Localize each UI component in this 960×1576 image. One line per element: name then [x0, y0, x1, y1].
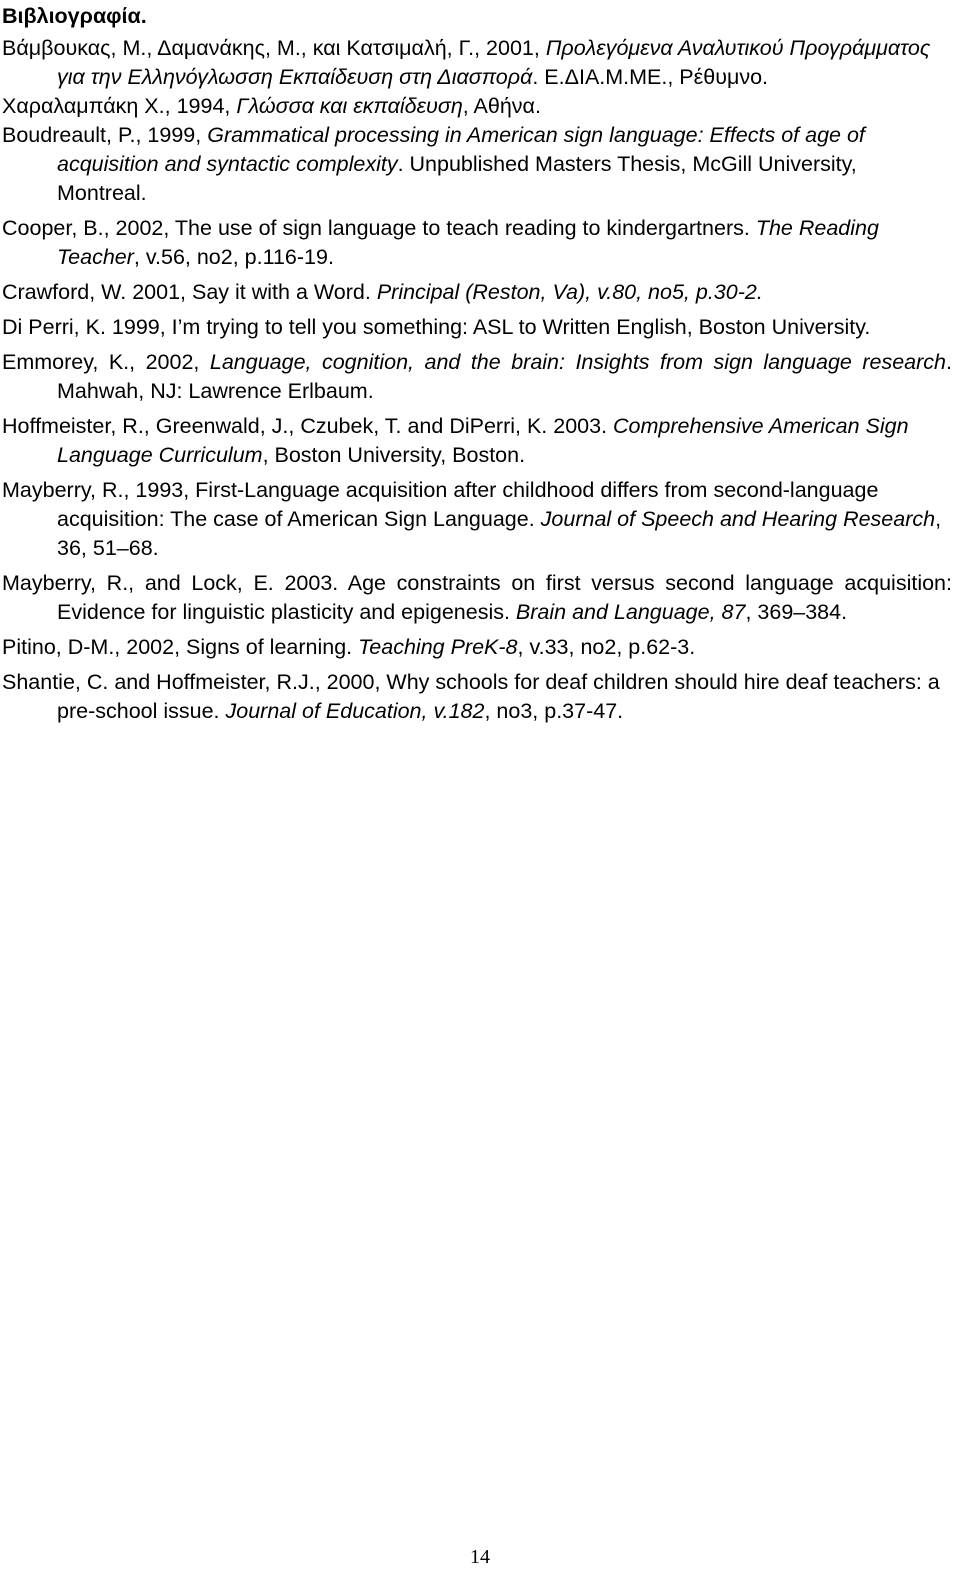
reference-cooper-2002: Cooper, B., 2002, The use of sign language to teach reading to kindergartners. The Reading Teacher, v.56, no2, p.116-19.: [2, 216, 879, 269]
reference-diperri-1999: Di Perri, K. 1999, I’m trying to tell you something: ASL to Written English, Boston University.: [2, 315, 871, 339]
reference-mayberry-1993: Mayberry, R., 1993, First-Language acquisition after childhood differs from second-language acquisition: The case of American Sign Language. Journal of Speech and Hearing Research, 36, 51–68.: [2, 478, 942, 560]
reference-hoffmeister-2003: Hoffmeister, R., Greenwald, J., Czubek, T. and DiPerri, K. 2003. Comprehensive American Sign Language Curriculum, Boston University, Boston.: [2, 414, 909, 467]
reference-mayberry-lock-2003: Mayberry, R., and Lock, E. 2003. Age constraints on first versus second language acquisition: Evidence for linguistic plasticity and epigenesis. Brain and Language, 87, 369–384.: [2, 571, 952, 624]
reference-shantie-2000: Shantie, C. and Hoffmeister, R.J., 2000, Why schools for deaf children should hire deaf teachers: a pre-school issue. Journal of Education, v.182, no3, p.37-47.: [2, 670, 940, 723]
reference-list: [2, 34, 952, 726]
page-number: 14: [470, 1546, 490, 1568]
reference-emmorey-2002: Emmorey, K., 2002, Language, cognition, and the brain: Insights from sign language research. Mahwah, NJ: Lawrence Erlbaum.: [2, 350, 952, 403]
reference-crawford-2001: Crawford, W. 2001, Say it with a Word. Principal (Reston, Va), v.80, no5, p.30-2.: [2, 280, 763, 304]
reference-boudreault-1999: Boudreault, P., 1999, Grammatical processing in American sign language: Effects of age of acquisition and syntactic complexity. Unpublished Masters Thesis, McGill University, Montreal.: [2, 123, 865, 205]
reference-pitino-2002: Pitino, D-M., 2002, Signs of learning. Teaching PreK-8, v.33, no2, p.62-3.: [2, 635, 696, 659]
reference-charalampaki-1994: Χαραλαμπάκη Χ., 1994, Γλώσσα και εκπαίδευση, Αθήνα.: [2, 94, 541, 118]
reference-vamvoukas-2001: Βάμβουκας, Μ., Δαμανάκης, Μ., και Κατσιμαλή, Γ., 2001, Προλεγόμενα Αναλυτικού Προγράμματος για την Ελληνόγλωσση Εκπαίδευση στη Διασπορά. Ε.ΔΙΑ.Μ.ΜΕ., Ρέθυμνο.: [2, 36, 931, 89]
bibliography-heading: Βιβλιογραφία.: [2, 4, 147, 28]
